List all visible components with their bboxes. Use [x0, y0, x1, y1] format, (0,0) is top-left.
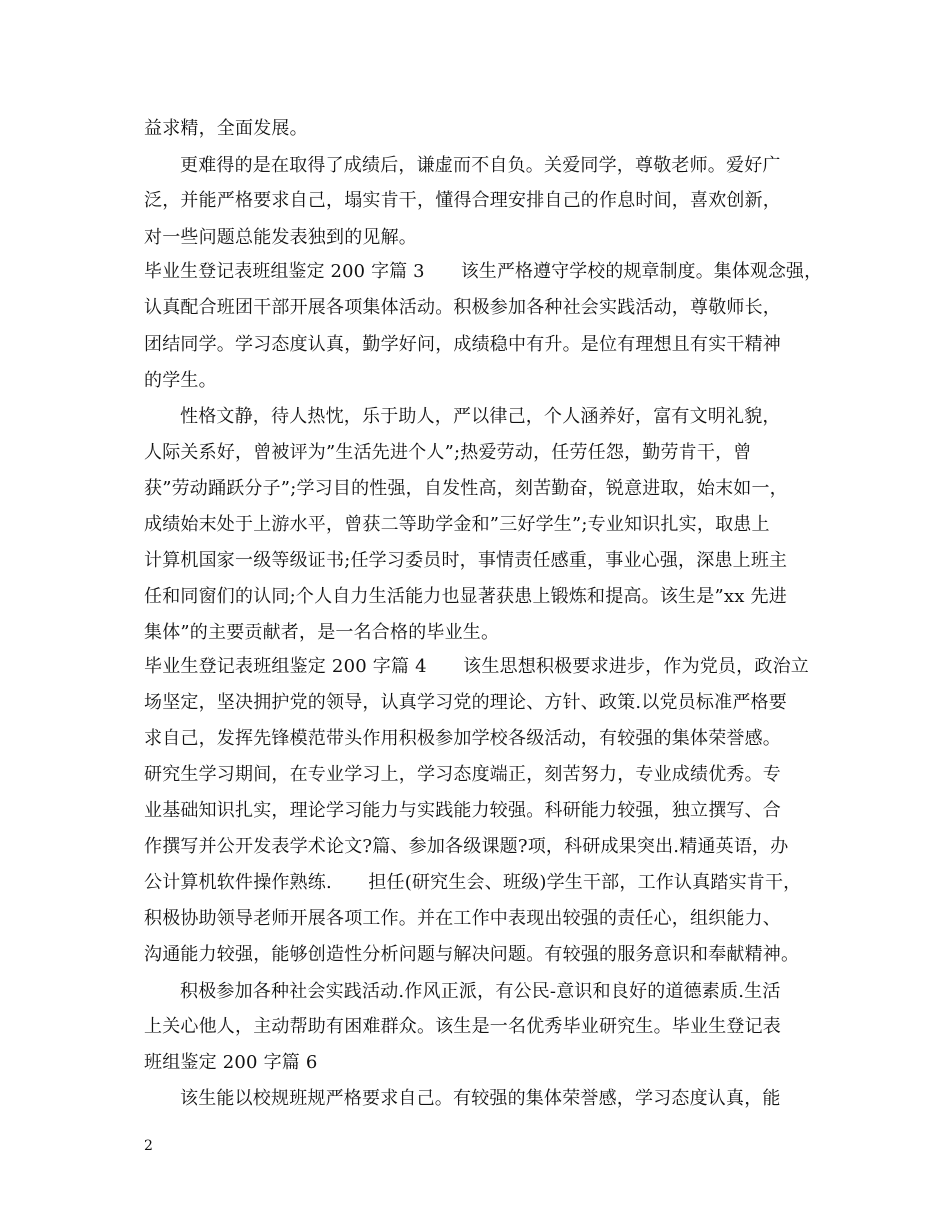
text-line: 业基础知识扎实，理论学习能力与实践能力较强。科研能力较强，独立撰写、合	[144, 800, 781, 821]
text-line: 毕业生登记表班组鉴定 200 字篇 4 该生思想积极要求进步，作为党员，政治立	[144, 656, 809, 677]
text-line: 积极参加各种社会实践活动.作风正派，有公民-意识和良好的道德素质.生活	[180, 981, 781, 1002]
text-line: 的学生。	[144, 370, 217, 391]
text-line: 场坚定，坚决拥护党的领导，认真学习党的理论、方针、政策.以党员标准严格要	[144, 692, 787, 713]
text-line: 任和同窗们的认同;个人自力生活能力也显著获患上锻炼和提高。该生是”xx 先进	[144, 586, 787, 607]
text-line: 积极协助领导老师开展各项工作。并在工作中表现出较强的责任心，组织能力、	[144, 908, 781, 929]
text-line: 泛，并能严格要求自己，塌实肯干，懂得合理安排自己的作息时间，喜欢创新，	[144, 190, 781, 211]
text-line: 认真配合班团干部开展各项集体活动。积极参加各种社会实践活动，尊敬师长，	[144, 297, 781, 318]
text-line: 公计算机软件操作熟练. 担任(研究生会、班级)学生干部，工作认真踏实肯干，	[144, 872, 802, 893]
text-line: 求自己，发挥先锋模范带头作用积极参加学校各级活动，有较强的集体荣誉感。	[144, 728, 781, 749]
text-line: 集体”的主要贡献者，是一名合格的毕业生。	[144, 622, 500, 643]
text-line: 团结同学。学习态度认真，勤学好问，成绩稳中有升。是位有理想且有实干精神	[144, 334, 781, 355]
text-line: 性格文静，待人热忱，乐于助人，严以律己，个人涵养好，富有文明礼貌，	[180, 406, 781, 427]
text-line: 研究生学习期间，在专业学习上，学习态度端正，刻苦努力，专业成绩优秀。专	[144, 764, 781, 785]
text-line: 人际关系好，曾被评为”生活先进个人”;热爱劳动，任劳任怨，勤劳肯干，曾	[144, 442, 752, 463]
text-line: 更难得的是在取得了成绩后，谦虚而不自负。关爱同学，尊敬老师。爱好广	[180, 155, 781, 176]
page-number: 2	[144, 1138, 153, 1154]
text-line: 计算机国家一级等级证书;任学习委员时，事情责任感重，事业心强，深患上班主	[144, 550, 788, 571]
text-line: 成绩始末处于上游水平，曾获二等助学金和”三好学生”;专业知识扎实，取患上	[144, 514, 770, 535]
text-line: 班组鉴定 200 字篇 6	[144, 1052, 318, 1073]
text-line: 益求精，全面发展。	[144, 118, 308, 139]
text-line: 沟通能力较强，能够创造性分析问题与解决问题。有较强的服务意识和奉献精神。	[144, 944, 800, 965]
text-line: 上关心他人，主动帮助有困难群众。该生是一名优秀毕业研究生。毕业生登记表	[144, 1016, 781, 1037]
text-line: 作撰写并公开发表学术论文?篇、参加各级课题?项，科研成果突出.精通英语，办	[144, 836, 789, 857]
text-line: 毕业生登记表班组鉴定 200 字篇 3 该生严格遵守学校的规章制度。集体观念强，	[144, 261, 823, 282]
text-line: 获”劳动踊跃分子”;学习目的性强，自发性高，刻苦勤奋，锐意进取，始末如一，	[144, 478, 788, 499]
text-line: 该生能以校规班规严格要求自己。有较强的集体荣誉感，学习态度认真，能	[180, 1088, 781, 1109]
text-line: 对一些问题总能发表独到的见解。	[144, 227, 417, 248]
